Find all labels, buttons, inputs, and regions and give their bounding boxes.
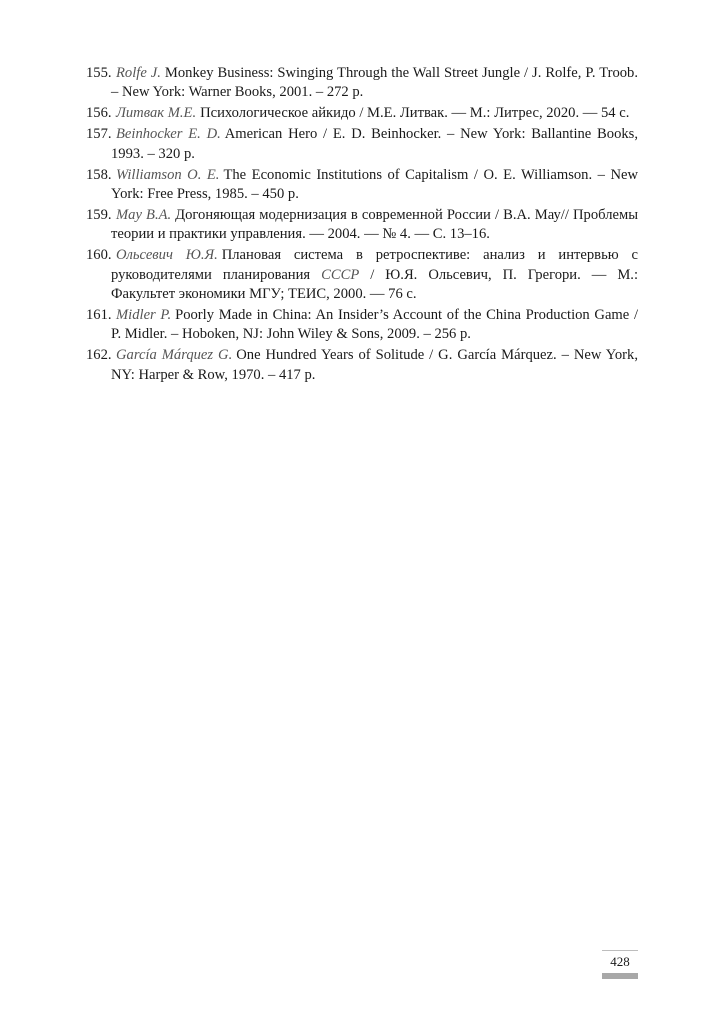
reference-number: 162.	[86, 347, 112, 364]
page-number-bar	[602, 973, 638, 979]
reference-number: 159.	[86, 206, 112, 223]
reference-text: American Hero / E. D. Beinhocker. – New York: Ballantine Books, 1993. – 320 p.	[111, 126, 639, 162]
reference-text: Poorly Made in China: An Insider’s Account of the China Production Game / P. Midler. – Hoboken, NJ: John Wiley & Sons, 2009. – 256 p.	[111, 306, 638, 343]
reference-number: 161.	[86, 306, 112, 323]
reference-text: Психологическое айкидо / М.Е. Литвак. — М.: Литрес, 2020. — 54 с.	[200, 105, 630, 122]
reference-item	[86, 346, 638, 385]
reference-author: Литвак М.Е.	[116, 105, 197, 122]
reference-text: / Ю.Я. Ольсевич, П. Грегори. — М.: Факультет экономики МГУ; ТЕИС, 2000. — 76 с.	[111, 266, 638, 302]
reference-item	[86, 166, 638, 205]
reference-number: 157.	[86, 126, 112, 143]
reference-list	[86, 64, 638, 387]
reference-text: Догоняющая модернизация в современной России / В.А. Мау// Проблемы теории и практики управления. — 2004. — № 4. — С. 13–16.	[111, 206, 638, 243]
reference-author: García Márquez G.	[116, 347, 233, 364]
reference-item	[86, 246, 638, 304]
reference-text: One Hundred Years of Solitude / G. García Márquez. – New York, NY: Harper & Row, 1970. – 417 p.	[111, 347, 638, 383]
reference-author: Rolfe J.	[116, 65, 161, 81]
reference-text: Плановая система в ретроспективе: анализ и интервью с руководителями планирования	[111, 247, 638, 283]
reference-number: 156.	[86, 105, 112, 122]
reference-text-italic: СССР	[321, 266, 360, 283]
page-number-box	[602, 950, 638, 980]
reference-item	[86, 206, 638, 245]
reference-author: Williamson O. E.	[116, 166, 220, 183]
reference-number: 155.	[86, 65, 112, 81]
reference-text: Monkey Business: Swinging Through the Wall Street Jungle / J. Rolfe, P. Troob. – New York: Warner Books, 2001. – 272 p.	[111, 65, 638, 101]
reference-item	[86, 306, 638, 345]
reference-author: Midler P.	[116, 306, 172, 323]
reference-author: Beinhocker E. D.	[116, 126, 221, 143]
reference-item	[86, 64, 638, 103]
reference-author: May B.A.	[116, 206, 172, 223]
reference-item	[86, 104, 638, 123]
reference-number: 158.	[86, 166, 112, 183]
page-number-rule	[602, 950, 638, 951]
reference-text: The Economic Institutions of Capitalism / O. E. Williamson. – New York: Free Press, 1985. – 450 p.	[111, 166, 638, 202]
reference-item	[86, 125, 638, 164]
page-number: 428	[610, 954, 630, 969]
reference-author: Ольсевич Ю.Я.	[116, 247, 218, 264]
reference-number: 160.	[86, 247, 112, 264]
